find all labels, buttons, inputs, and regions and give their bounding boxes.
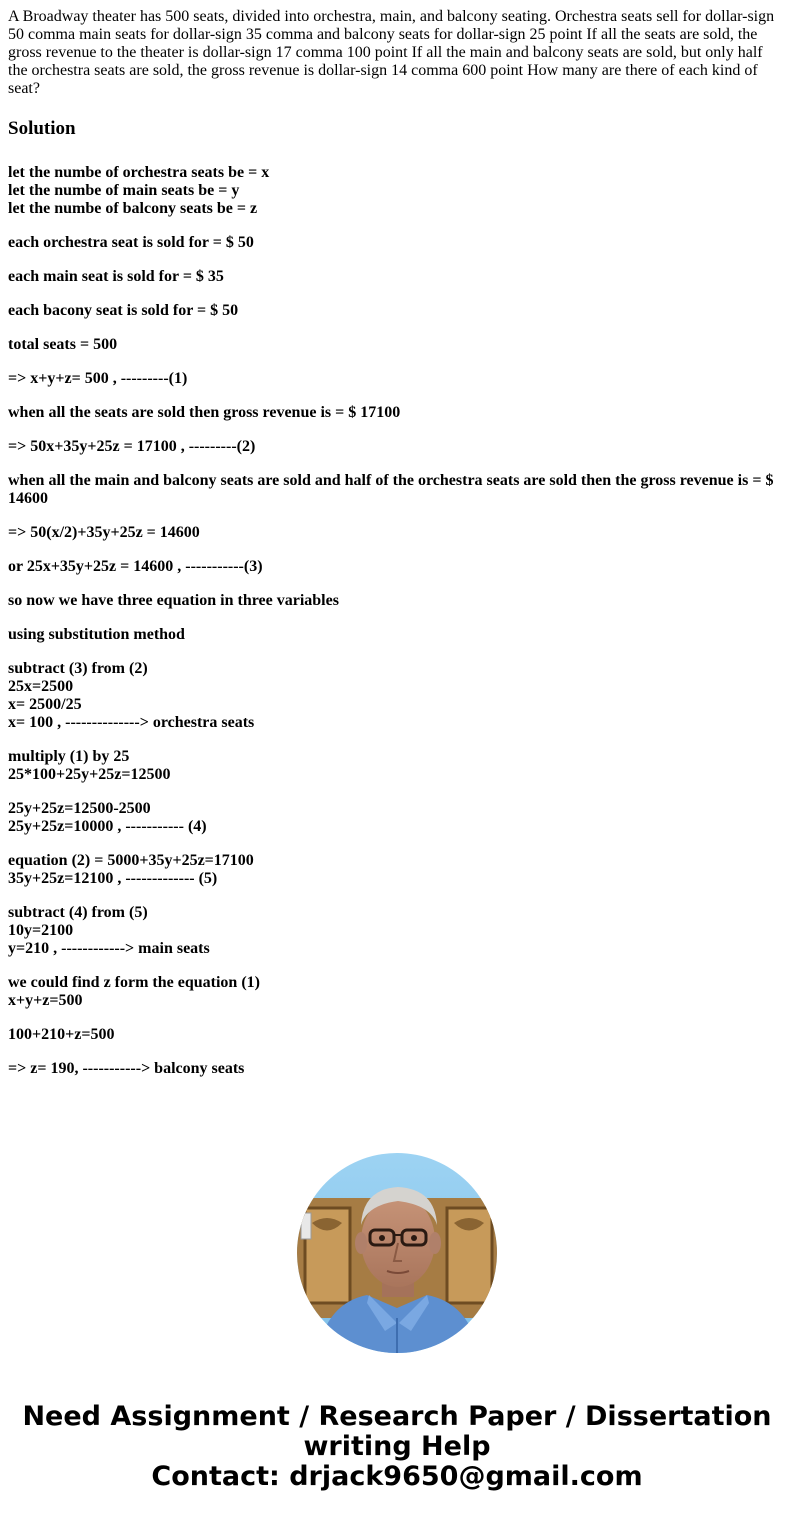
solution-paragraph [8, 852, 786, 888]
solution-line: each orchestra seat is sold for = $ 50 [8, 234, 254, 251]
solution-paragraph [8, 438, 786, 456]
solution-line: each bacony seat is sold for = $ 50 [8, 302, 239, 319]
orchestra-result: x= 100 , --------------> orchestra seats [8, 714, 255, 731]
equation-5: 35y+25z=12100 , ------------- (5) [8, 870, 218, 887]
portrait-icon [297, 1153, 497, 1353]
solution-paragraph [8, 592, 786, 610]
solution-line: we could find z form the equation (1) [8, 974, 260, 991]
solution-paragraph [8, 748, 786, 784]
solution-line: 10y=2100 [8, 922, 74, 939]
solution-line: subtract (3) from (2) [8, 660, 148, 677]
solution-paragraph [8, 302, 786, 320]
solution-body [8, 164, 786, 1078]
solution-paragraph [8, 472, 786, 508]
solution-line: let the numbe of orchestra seats be = x [8, 164, 270, 181]
solution-line: equation (2) = 5000+35y+25z=17100 [8, 852, 254, 869]
equation-3: or 25x+35y+25z = 14600 , -----------(3) [8, 558, 263, 575]
solution-line: 100+210+z=500 [8, 1026, 115, 1043]
solution-paragraph [8, 234, 786, 252]
footer-line: Need Assignment / Research Paper / Dissertation [22, 1401, 772, 1432]
solution-line: subtract (4) from (5) [8, 904, 148, 921]
solution-line: multiply (1) by 25 [8, 748, 130, 765]
solution-paragraph [8, 558, 786, 576]
solution-line: total seats = 500 [8, 336, 118, 353]
solution-line: 25x=2500 [8, 678, 74, 695]
solution-line: x+y+z=500 [8, 992, 83, 1009]
equation-1: => x+y+z= 500 , ---------(1) [8, 370, 188, 387]
solution-line: 25y+25z=12500-2500 [8, 800, 151, 817]
solution-paragraph [8, 660, 786, 732]
solution-paragraph [8, 404, 786, 422]
equation-4: 25y+25z=10000 , ----------- (4) [8, 818, 207, 835]
solution-line: so now we have three equation in three variables [8, 592, 339, 609]
solution-line: when all the seats are sold then gross revenue is = $ 17100 [8, 404, 401, 421]
solution-paragraph [8, 626, 786, 644]
solution-line: let the numbe of balcony seats be = z [8, 200, 258, 217]
solution-line: let the numbe of main seats be = y [8, 182, 240, 199]
solution-line: => 50(x/2)+35y+25z = 14600 [8, 524, 200, 541]
solution-line: 25*100+25y+25z=12500 [8, 766, 171, 783]
solution-heading: Solution [8, 118, 76, 139]
solution-paragraph [8, 268, 786, 286]
solution-paragraph [8, 370, 786, 388]
solution-line: each main seat is sold for = $ 35 [8, 268, 224, 285]
solution-line: using substitution method [8, 626, 185, 643]
solution-paragraph [8, 974, 786, 1010]
solution-line: x= 2500/25 [8, 696, 82, 713]
balcony-result: => z= 190, -----------> balcony seats [8, 1060, 245, 1077]
solution-line: when all the main and balcony seats are sold and half of the orchestra seats are sold then the gross revenue is = $ 14600 [8, 472, 778, 507]
solution-paragraph [8, 1060, 786, 1078]
contact-footer [0, 1402, 794, 1492]
solution-paragraph [8, 336, 786, 354]
solution-paragraph [8, 1026, 786, 1044]
question-text: A Broadway theater has 500 seats, divided into orchestra, main, and balcony seating. Orchestra seats sell for dollar-sign 50 comma main seats for dollar-sign 35 comma and balcony seats for dollar-sign 25 point If all the seats are sold, the gross revenue to the theater is dollar-sign 17 comma 100 point If all the main and balcony seats are sold, but only half the orchestra seats are sold, the gross revenue is dollar-sign 14 comma 600 point How many are there of each kind of seat? [8, 8, 775, 97]
solution-paragraph [8, 904, 786, 958]
contact-email: Contact: drjack9650@gmail.com [151, 1461, 643, 1492]
author-portrait [297, 1153, 497, 1353]
equation-2: => 50x+35y+25z = 17100 , ---------(2) [8, 438, 256, 455]
footer-line: writing Help [303, 1431, 491, 1462]
solution-paragraph [8, 524, 786, 542]
solution-paragraph [8, 164, 786, 218]
main-result: y=210 , ------------> main seats [8, 940, 210, 957]
content-page [8, 8, 786, 1094]
solution-paragraph [8, 800, 786, 836]
